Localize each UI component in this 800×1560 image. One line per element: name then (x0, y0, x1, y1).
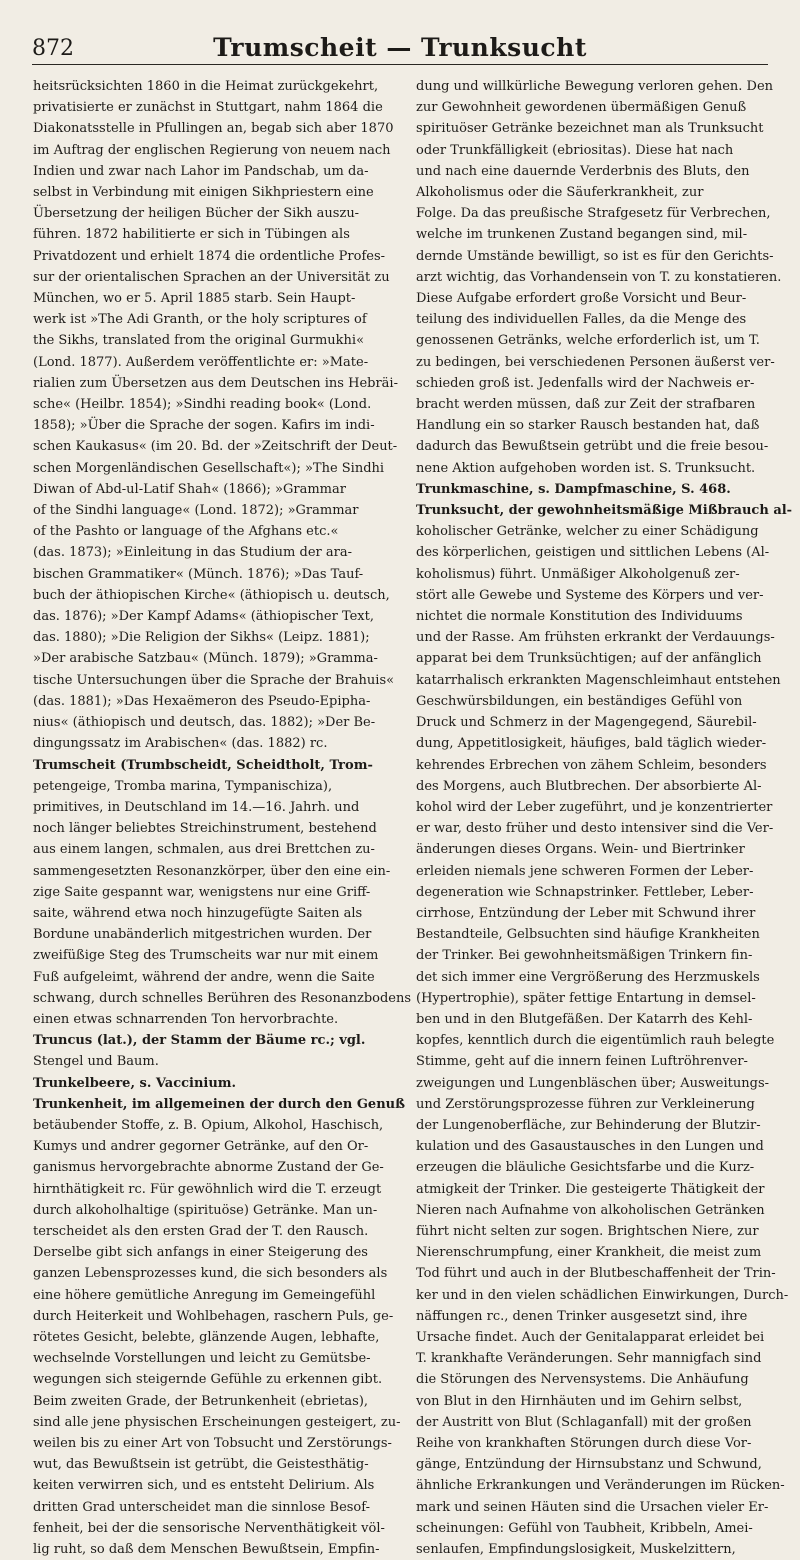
text-line: zu bedingen, bei verschiedenen Personen äußerst ver- (416, 354, 775, 370)
text-line: dadurch das Bewußtsein getrübt und die freie besou- (416, 439, 769, 455)
text-line: und Zerstörungsprozesse führen zur Verkleinerung (416, 1096, 755, 1112)
text-line: Tod führt und auch in der Blutbeschaffenheit der Trin- (416, 1266, 776, 1282)
text-line: Ursache findet. Auch der Genitalapparat erleidet bei (416, 1329, 765, 1345)
text-line: selbst in Verbindung mit einigen Sikhpriestern eine (33, 185, 374, 201)
text-line: dung, Appetitlosigkeit, häufiges, bald täglich wieder- (416, 736, 767, 752)
text-line: und der Rasse. Am frühsten erkrankt der Verdauungs- (416, 630, 775, 646)
text-line: dernde Umstände bewilligt, so ist es für den Gerichts- (416, 248, 774, 264)
text-line: arzt wichtig, das Vorhandensein von T. zu konstatieren. (416, 269, 782, 285)
text-line: nius« (äthiopisch und deutsch, das. 1882); »Der Be- (33, 715, 376, 731)
text-line: Indien und zwar nach Lahor im Pandschab, um da- (33, 163, 369, 179)
text-line: nichtet die normale Konstitution des Individuums (416, 609, 743, 625)
text-line: von Blut in den Hirnhäuten und im Gehirn selbst, (416, 1393, 743, 1409)
text-line: dingungssatz im Arabischen« (das. 1882) rc. (33, 736, 328, 752)
entry-headword-line: Trunkelbeere, s. Vaccinium. (33, 1075, 237, 1091)
text-line: im Auftrag der englischen Regierung von neuem nach (33, 142, 391, 158)
text-line: und nach eine dauernde Verderbnis des Bluts, den (416, 163, 750, 179)
text-line: das. 1876); »Der Kampf Adams« (äthiopischer Text, (33, 609, 374, 625)
text-line: erzeugen die bläuliche Gesichtsfarbe und die Kurz- (416, 1160, 755, 1176)
text-line: sind alle jene physischen Erscheinungen gesteigert, zu- (33, 1414, 401, 1430)
text-line: rialien zum Übersetzen aus dem Deutschen ins Hebräi- (33, 375, 398, 391)
text-line: wut, das Bewußtsein ist getrübt, die Geistesthätig- (33, 1457, 369, 1473)
text-line: ähnliche Erkrankungen und Veränderungen im Rücken- (416, 1478, 785, 1494)
text-line: teilung des individuellen Falles, da die Menge des (416, 312, 747, 328)
text-line: Bestandteile, Gelbsuchten sind häufige Krankheiten (416, 927, 760, 943)
text-line: heitsrücksichten 1860 in die Heimat zurückgekehrt, (33, 79, 379, 94)
text-line: der Trinker. Bei gewohnheitsmäßigen Trinkern fin- (416, 948, 753, 964)
text-line: (das. 1873); »Einleitung in das Studium der ara- (33, 545, 352, 561)
text-line: petengeige, Tromba marina, Tympanischiza), (33, 778, 333, 794)
text-line: schen Kaukasus« (im 20. Bd. der »Zeitschrift der Deut- (33, 439, 398, 455)
text-line: kehrendes Erbrechen von zähem Schleim, besonders (416, 757, 767, 773)
text-line: (das. 1881); »Das Hexaëmeron des Pseudo-Epipha- (33, 693, 371, 709)
text-line: keiten verwirren sich, und es entsteht Delirium. Als (33, 1478, 375, 1494)
right-column (416, 76, 793, 1558)
text-line: fenheit, bei der die sensorische Nerventhätigkeit völ- (33, 1520, 385, 1536)
text-line: T. krankhafte Veränderungen. Sehr mannigfach sind (416, 1351, 762, 1367)
text-line: des körperlichen, geistigen und sittlichen Lebens (Al- (416, 545, 770, 561)
page-header (32, 26, 768, 65)
text-line: Reihe von krankhaften Störungen durch diese Vor- (416, 1436, 752, 1451)
text-line: stört alle Gewebe und Systeme des Körpers und ver- (416, 587, 764, 603)
text-line: Diese Aufgabe erfordert große Vorsicht und Beur- (416, 291, 747, 307)
text-line: lig ruht, so daß dem Menschen Bewußtsein, Empfin- (33, 1542, 380, 1558)
text-line: (Hypertrophie), später fettige Entartung in demsel- (416, 990, 756, 1006)
text-line: schwang, durch schnelles Berühren des Resonanzbodens (33, 990, 412, 1006)
text-line: koholischer Getränke, welcher zu einer Schädigung (416, 524, 759, 540)
text-line: er war, desto früher und desto intensiver sind die Ver- (416, 821, 774, 837)
text-line: Nierenschrumpfung, einer Krankheit, die meist zum (416, 1245, 762, 1261)
text-line: sur der orientalischen Sprachen an der Universität zu (33, 269, 390, 285)
text-line: Beim zweiten Grade, der Betrunkenheit (ebrietas), (33, 1393, 369, 1409)
text-line: dritten Grad unterscheidet man die sinnlose Besof- (33, 1499, 370, 1515)
text-line: werk ist »The Adi Granth, or the holy scriptures of (33, 312, 367, 328)
text-line: welche im trunkenen Zustand begangen sind, mil- (416, 227, 748, 243)
text-line: spirituöser Getränke bezeichnet man als Trunksucht (416, 121, 764, 137)
text-line: dung und willkürliche Bewegung verloren gehen. Den (416, 79, 774, 94)
text-line: of the Pashto or language of the Afghans etc.« (33, 524, 339, 540)
text-line: erleiden niemals jene schweren Formen der Leber- (416, 863, 754, 879)
text-line: führen. 1872 habilitierte er sich in Tübingen als (33, 227, 350, 243)
text-line: buch der äthiopischen Kirche« (äthiopisch u. deutsch, (33, 587, 390, 603)
text-line: oder Trunkfälligkeit (ebriositas). Diese hat nach (416, 142, 734, 158)
text-line: 1858); »Über die Sprache der sogen. Kafirs im indi- (33, 418, 375, 434)
text-line: katarrhalisch erkrankten Magenschleimhaut entstehen (416, 672, 781, 688)
text-line: Übersetzung der heiligen Bücher der Sikh auszu- (33, 206, 360, 222)
text-line: einen etwas schnarrenden Ton hervorbrachte. (33, 1011, 339, 1027)
text-line: ben und in den Blutgefäßen. Der Katarrh des Kehl- (416, 1011, 753, 1027)
text-line: durch Heiterkeit und Wohlbehagen, raschern Puls, ge- (33, 1308, 394, 1324)
text-line: das. 1880); »Die Religion der Sikhs« (Leipz. 1881); (33, 630, 370, 646)
text-line: Diwan of Abd-ul-Latif Shah« (1866); »Grammar (33, 481, 346, 497)
text-line: Bordune unabänderlich mitgestrichen wurden. Der (33, 927, 372, 943)
text-line: Fuß aufgeleimt, während der andre, wenn die Saite (33, 969, 375, 985)
page-number: 872 (32, 36, 74, 61)
text-line: degeneration wie Schnapstrinker. Fettleber, Leber- (416, 884, 754, 900)
text-line: kulation und des Gasaustausches in den Lungen und (416, 1139, 764, 1155)
text-line: Folge. Da das preußische Strafgesetz für Verbrechen, (416, 206, 771, 222)
text-line: ganzen Lebensprozesses kund, die sich besonders als (33, 1266, 388, 1282)
text-line: die Störungen des Nervensystems. Die Anhäufung (416, 1372, 749, 1388)
text-line: hirnthätigkeit rc. Für gewöhnlich wird die T. erzeugt (33, 1181, 382, 1197)
text-line: aus einem langen, schmalen, aus drei Brettchen zu- (33, 842, 375, 858)
text-line: schen Morgenländischen Gesellschaft«); »The Sindhi (33, 460, 385, 476)
text-line: genossenen Getränks, welche erforderlich ist, um T. (416, 333, 760, 349)
text-line: apparat bei dem Trunksüchtigen; auf der anfänglich (416, 651, 762, 667)
text-line: Druck und Schmerz in der Magengegend, Säurebil- (416, 715, 757, 731)
text-line: betäubender Stoffe, z. B. Opium, Alkohol, Haschisch, (33, 1117, 384, 1133)
entry-headword-line: Trunkenheit, im allgemeinen der durch den Genuß (33, 1096, 405, 1112)
text-line: zur Gewohnheit gewordenen übermäßigen Genuß (416, 100, 747, 116)
text-line: scheinungen: Gefühl von Taubheit, Kribbeln, Amei- (416, 1520, 753, 1536)
entry-headword-line: Truncus (lat.), der Stamm der Bäume rc.; vgl. (33, 1033, 366, 1049)
text-line: Alkoholismus oder die Säuferkrankheit, zur (416, 185, 704, 201)
text-line: ker und in den vielen schädlichen Einwirkungen, Durch- (416, 1287, 789, 1303)
text-line: änderungen dieses Organs. Wein- und Biertrinker (416, 842, 745, 858)
entry-headword-line: Trumscheit (Trumbscheidt, Scheidtholt, Trom- (33, 757, 373, 773)
text-line: Stengel und Baum. (33, 1054, 159, 1070)
text-line: bracht werden müssen, daß zur Zeit der strafbaren (416, 397, 756, 413)
text-line: Geschwürsbildungen, ein beständiges Gefühl von (416, 693, 743, 709)
text-line: privatisierte er zunächst in Stuttgart, nahm 1864 die (33, 100, 383, 116)
text-line: nene Aktion aufgehoben worden ist. S. Trunksucht. (416, 460, 756, 476)
text-line: Privatdozent und erhielt 1874 die ordentliche Profes- (33, 248, 386, 264)
text-line: zige Saite gespannt war, wenigstens nur eine Griff- (33, 884, 371, 900)
text-line: senlaufen, Empfindungslosigkeit, Muskelzittern, (416, 1542, 736, 1558)
text-line: saite, während etwa noch hinzugefügte Saiten als (33, 905, 363, 921)
text-line: näffungen rc., denen Trinker ausgesetzt sind, ihre (416, 1308, 748, 1324)
text-line: det sich immer eine Vergrößerung des Herzmuskels (416, 969, 760, 985)
text-line: wegungen sich steigernde Gefühle zu erkennen gibt. (33, 1372, 383, 1388)
text-line: durch alkoholhaltige (spirituöse) Getränke. Man un- (33, 1202, 378, 1218)
text-line: rötetes Gesicht, belebte, glänzende Augen, lebhafte, (33, 1329, 380, 1345)
text-line: Diakonatsstelle in Pfullingen an, begab sich aber 1870 (33, 121, 394, 137)
text-line: der Austritt von Blut (Schlaganfall) mit der großen (416, 1414, 752, 1430)
entry-headword-line: Trunksucht, der gewohnheitsmäßige Mißbrauch al- (416, 503, 793, 519)
text-line: Nieren nach Aufnahme von alkoholischen Getränken (416, 1202, 765, 1218)
text-line: »Der arabische Satzbau« (Münch. 1879); »Gramma- (33, 651, 378, 667)
text-line: Stimme, geht auf die innern feinen Luftröhrenver- (416, 1054, 748, 1070)
text-line: sche« (Heilbr. 1854); »Sindhi reading book« (Lond. (33, 397, 372, 413)
text-line: atmigkeit der Trinker. Die gesteigerte Thätigkeit der (416, 1181, 765, 1197)
text-line: schieden groß ist. Jedenfalls wird der Nachweis er- (416, 375, 755, 391)
text-line: tische Untersuchungen über die Sprache der Brahuis« (33, 672, 395, 688)
text-line: weilen bis zu einer Art von Tobsucht und Zerstörungs- (33, 1436, 392, 1451)
text-line: wechselnde Vorstellungen und leicht zu Gemütsbe- (33, 1351, 371, 1367)
text-line: terscheidet als den ersten Grad der T. den Rausch. (33, 1223, 369, 1239)
text-line: cirrhose, Entzündung der Leber mit Schwund ihrer (416, 905, 756, 921)
text-line: koholismus) führt. Unmäßiger Alkoholgenuß zer- (416, 566, 740, 582)
text-line: mark und seinen Häuten sind die Ursachen vieler Er- (416, 1499, 769, 1515)
text-line: des Morgens, auch Blutbrechen. Der absorbierte Al- (416, 778, 762, 794)
running-head: Trumscheit — Trunksucht (213, 33, 587, 62)
text-line: kopfes, kenntlich durch die eigentümlich rauh belegte (416, 1033, 775, 1049)
text-line: führt nicht selten zur sogen. Brightschen Niere, zur (416, 1223, 759, 1239)
text-line: zweifüßige Steg des Trumscheits war nur mit einem (33, 948, 379, 964)
text-line: München, wo er 5. April 1885 starb. Sein Haupt- (33, 291, 356, 307)
text-line: Handlung ein so starker Rausch bestanden hat, daß (416, 418, 760, 434)
text-line: noch länger beliebtes Streichinstrument, bestehend (33, 821, 377, 837)
text-line: sammengesetzten Resonanzkörper, über den eine ein- (33, 863, 391, 879)
text-line: ganismus hervorgebrachte abnorme Zustand der Ge- (33, 1160, 384, 1176)
text-line: the Sikhs, translated from the original Gurmukhi« (33, 333, 365, 349)
text-line: (Lond. 1877). Außerdem veröffentlichte er: »Mate- (33, 354, 369, 370)
text-line: kohol wird der Leber zugeführt, und je konzentrierter (416, 799, 773, 815)
left-column (33, 76, 412, 1558)
text-line: Kumys und andrer gegorner Getränke, auf den Or- (33, 1139, 369, 1155)
text-line: Derselbe gibt sich anfangs in einer Steigerung des (33, 1245, 368, 1261)
text-line: of the Sindhi language« (Lond. 1872); »Grammar (33, 503, 359, 519)
text-line: zweigungen und Lungenbläschen über; Ausweitungs- (416, 1075, 770, 1091)
entry-headword-line: Trunkmaschine, s. Dampfmaschine, S. 468. (416, 481, 731, 497)
text-line: der Lungenoberfläche, zur Behinderung der Blutzir- (416, 1117, 761, 1133)
text-line: gänge, Entzündung der Hirnsubstanz und Schwund, (416, 1457, 762, 1473)
text-line: bischen Grammatiker« (Münch. 1876); »Das Tauf- (33, 566, 364, 582)
text-line: eine höhere gemütliche Anregung im Gemeingefühl (33, 1287, 376, 1303)
text-line: primitives, in Deutschland im 14.—16. Jahrh. und (33, 799, 360, 815)
